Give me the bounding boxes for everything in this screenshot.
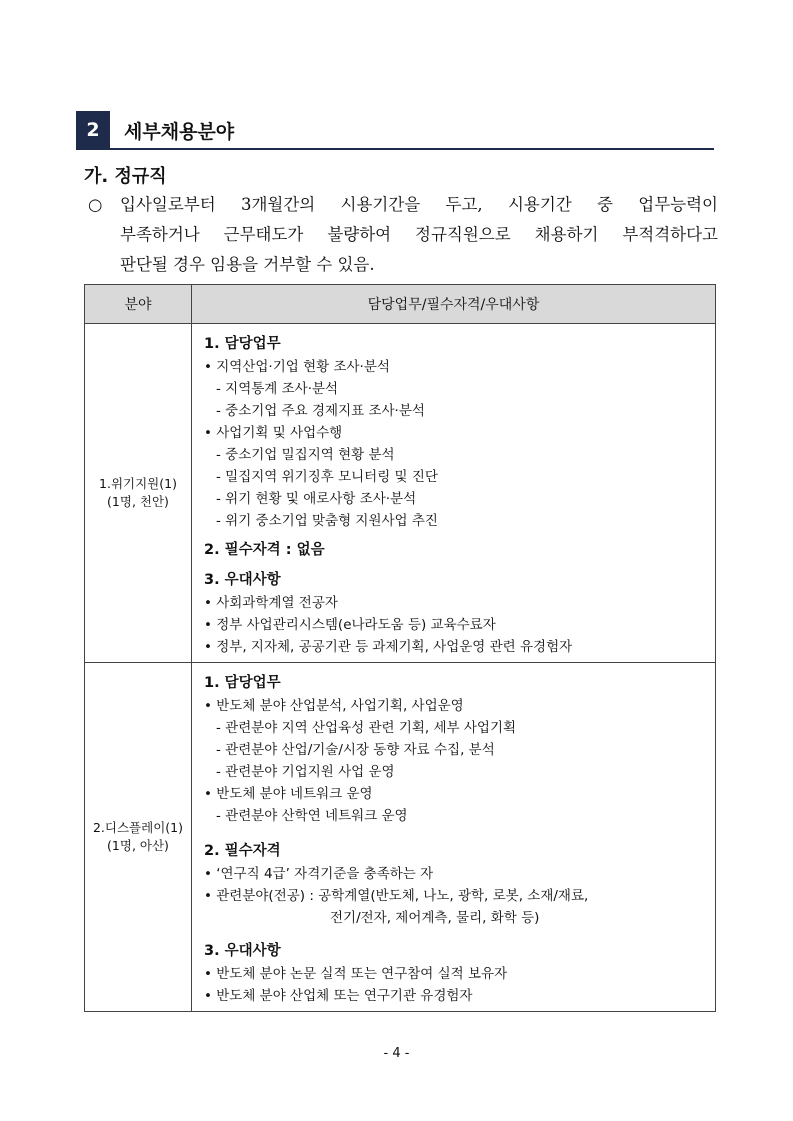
paragraph-line: ○ 입사일로부터 3개월간의 시용기간을 두고, 시용기간 중 업무능력이 [88, 190, 718, 220]
duty-item: • 반도체 분야 산업분석, 사업기획, 사업운영 [204, 695, 707, 717]
field-name: 2.디스플레이(1) [92, 820, 183, 835]
requirement-continuation: 전기/전자, 제어계측, 물리, 화학 등) [330, 910, 540, 926]
duties-heading: 1. 담당업무 [204, 336, 281, 352]
duty-item: • 반도체 분야 네트워크 운영 [204, 783, 707, 805]
requirement-item: • 관련분야(전공) : 공학계열(반도체, 나노, 광학, 로봇, 소재/재료, [204, 885, 707, 907]
paragraph-line: 판단될 경우 임용을 거부할 수 있음. [120, 255, 375, 274]
duty-subitem: - 관련분야 기업지원 사업 운영 [216, 764, 395, 780]
duty-subitem: - 관련분야 지역 산업육성 관련 기획, 세부 사업기획 [216, 720, 517, 736]
details-cell [192, 324, 716, 663]
section-title: 세부채용분야 [124, 121, 235, 143]
duty-subitem: - 지역통계 조사·분석 [216, 381, 339, 397]
header-field: 분야 [85, 285, 192, 324]
probation-paragraph [88, 190, 718, 280]
table-header-row [85, 285, 716, 324]
duty-subitem: - 위기 중소기업 맞춤형 지원사업 추진 [216, 513, 438, 529]
duty-subitem: - 밀집지역 위기징후 모니터링 및 진단 [216, 469, 438, 485]
field-name: 1.위기지원(1) [99, 476, 177, 491]
duty-subitem: - 위기 현황 및 애로사항 조사·분석 [216, 491, 417, 507]
duty-item: • 지역산업·기업 현황 조사·분석 [204, 356, 707, 378]
paragraph-line: 부족하거나 근무태도가 불량하여 정규직원으로 채용하기 부적격하다고 [120, 225, 718, 244]
field-cell [85, 324, 192, 663]
duty-subitem: - 관련분야 산학연 네트워크 운영 [216, 808, 408, 824]
details-cell [192, 663, 716, 1012]
requirements-heading: 2. 필수자격 [204, 843, 281, 859]
section-number-badge: 2 [76, 111, 110, 148]
circle-bullet-icon: ○ [88, 195, 103, 214]
preference-item: • 정부, 지자체, 공공기관 등 과제기획, 사업운영 관련 유경험자 [204, 636, 707, 658]
duty-subitem: - 중소기업 주요 경제지표 조사·분석 [216, 403, 425, 419]
field-headcount: (1명, 천안) [107, 494, 169, 509]
preferences-heading: 3. 우대사항 [204, 572, 281, 588]
subheading-regular-staff: 가. 정규직 [84, 166, 167, 187]
duty-subitem: - 관련분야 산업/기술/시장 동향 자료 수집, 분석 [216, 742, 495, 758]
header-details: 담당업무/필수자격/우대사항 [192, 285, 716, 324]
field-cell [85, 663, 192, 1012]
preference-item: • 반도체 분야 논문 실적 또는 연구참여 실적 보유자 [204, 963, 707, 985]
job-fields-table [84, 284, 716, 1012]
table-row [85, 663, 716, 1012]
requirements-heading: 2. 필수자격 : 없음 [204, 542, 325, 558]
preference-item: • 반도체 분야 산업체 또는 연구기관 유경험자 [204, 985, 707, 1007]
preference-item: • 정부 사업관리시스템(e나라도움 등) 교육수료자 [204, 614, 707, 636]
section-header [76, 111, 714, 150]
duties-heading: 1. 담당업무 [204, 675, 281, 691]
table-row [85, 324, 716, 663]
page-number: - 4 - [383, 1046, 410, 1061]
requirement-item: • ‘연구직 4급’ 자격기준을 충족하는 자 [204, 863, 707, 885]
preference-item: • 사회과학계열 전공자 [204, 592, 707, 614]
duty-item: • 사업기획 및 사업수행 [204, 422, 707, 444]
preferences-heading: 3. 우대사항 [204, 943, 281, 959]
field-headcount: (1명, 아산) [107, 838, 169, 853]
duty-subitem: - 중소기업 밀집지역 현황 분석 [216, 447, 395, 463]
